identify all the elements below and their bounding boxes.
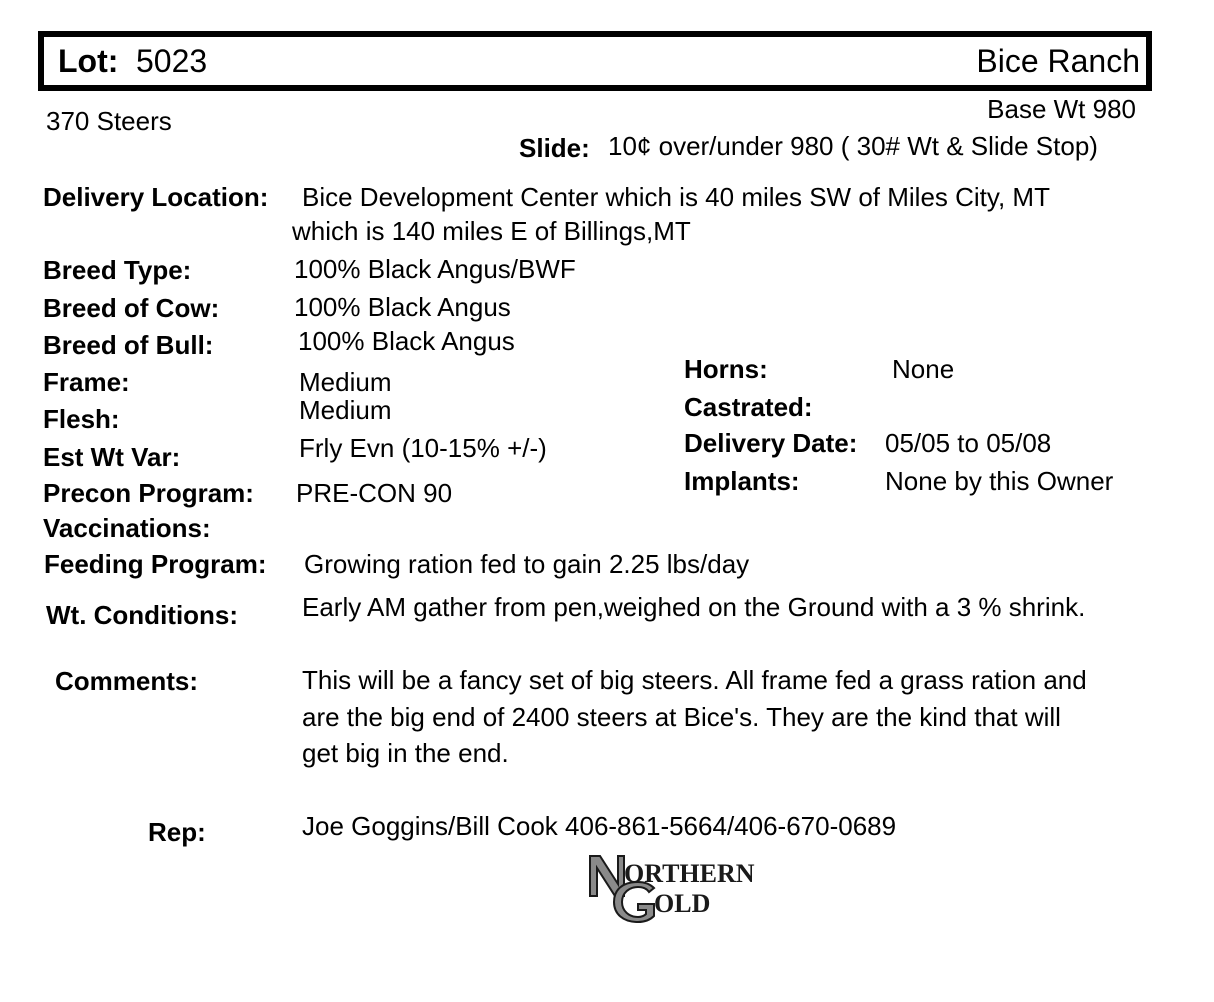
northern-gold-logo [588,852,788,924]
delivery-location-line2: which is 140 miles E of Billings,MT [292,216,691,246]
breed-type-label: Breed Type: [43,255,192,285]
flesh-label: Flesh: [43,404,120,434]
logo-text-top: ORTHERN [624,859,755,888]
breed-of-cow-value: 100% Black Angus [294,292,511,322]
delivery-date-value: 05/05 to 05/08 [885,428,1052,458]
comments-label: Comments: [55,666,199,696]
est-wt-var-value: Frly Evn (10-15% +/-) [299,433,547,463]
breed-type-value: 100% Black Angus/BWF [294,254,576,284]
lot-number: 5023 [136,43,208,79]
feeding-program-label: Feeding Program: [44,549,267,579]
rep-value: Joe Goggins/Bill Cook 406-861-5664/406-670-0689 [302,811,897,841]
comments-line1: This will be a fancy set of big steers. All frame fed a grass ration and [302,665,1087,695]
breed-of-bull-label: Breed of Bull: [43,330,214,360]
implants-value: None by this Owner [885,466,1114,496]
lot-label: Lot: [58,43,119,79]
horns-label: Horns: [684,354,768,384]
flesh-value: Medium [299,395,392,425]
precon-program-value: PRE-CON 90 [296,478,453,508]
northern-gold-logo-graphic [588,852,788,924]
wt-conditions-value: Early AM gather from pen,weighed on the Ground with a 3 % shrink. [302,592,1086,622]
implants-label: Implants: [684,466,800,496]
frame-value: Medium [299,367,392,397]
precon-program-label: Precon Program: [43,478,254,508]
slide-label: Slide: [519,133,590,163]
est-wt-var-label: Est Wt Var: [43,442,181,472]
delivery-date-label: Delivery Date: [684,428,858,458]
ranch-name: Bice Ranch [976,43,1140,79]
delivery-location-line1: Bice Development Center which is 40 miles SW of Miles City, MT [302,182,1050,212]
logo-text-bottom: OLD [654,889,711,918]
feeding-program-value: Growing ration fed to gain 2.25 lbs/day [304,549,750,579]
breed-of-cow-label: Breed of Cow: [43,293,220,323]
slide-value: 10¢ over/under 980 ( 30# Wt & Slide Stop) [608,131,1098,161]
frame-label: Frame: [43,367,130,397]
wt-conditions-label: Wt. Conditions: [46,600,239,630]
head-count: 370 Steers [46,106,172,136]
vaccinations-label: Vaccinations: [43,513,211,543]
base-weight: Base Wt 980 [987,94,1136,124]
comments-line2: are the big end of 2400 steers at Bice's. They are the kind that will [302,702,1061,732]
castrated-label: Castrated: [684,392,813,422]
comments-line3: get big in the end. [302,738,509,768]
horns-value: None [892,354,955,384]
lot-header [38,31,1152,91]
delivery-location-label: Delivery Location: [43,182,269,212]
rep-label: Rep: [148,817,206,847]
breed-of-bull-value: 100% Black Angus [298,326,515,356]
